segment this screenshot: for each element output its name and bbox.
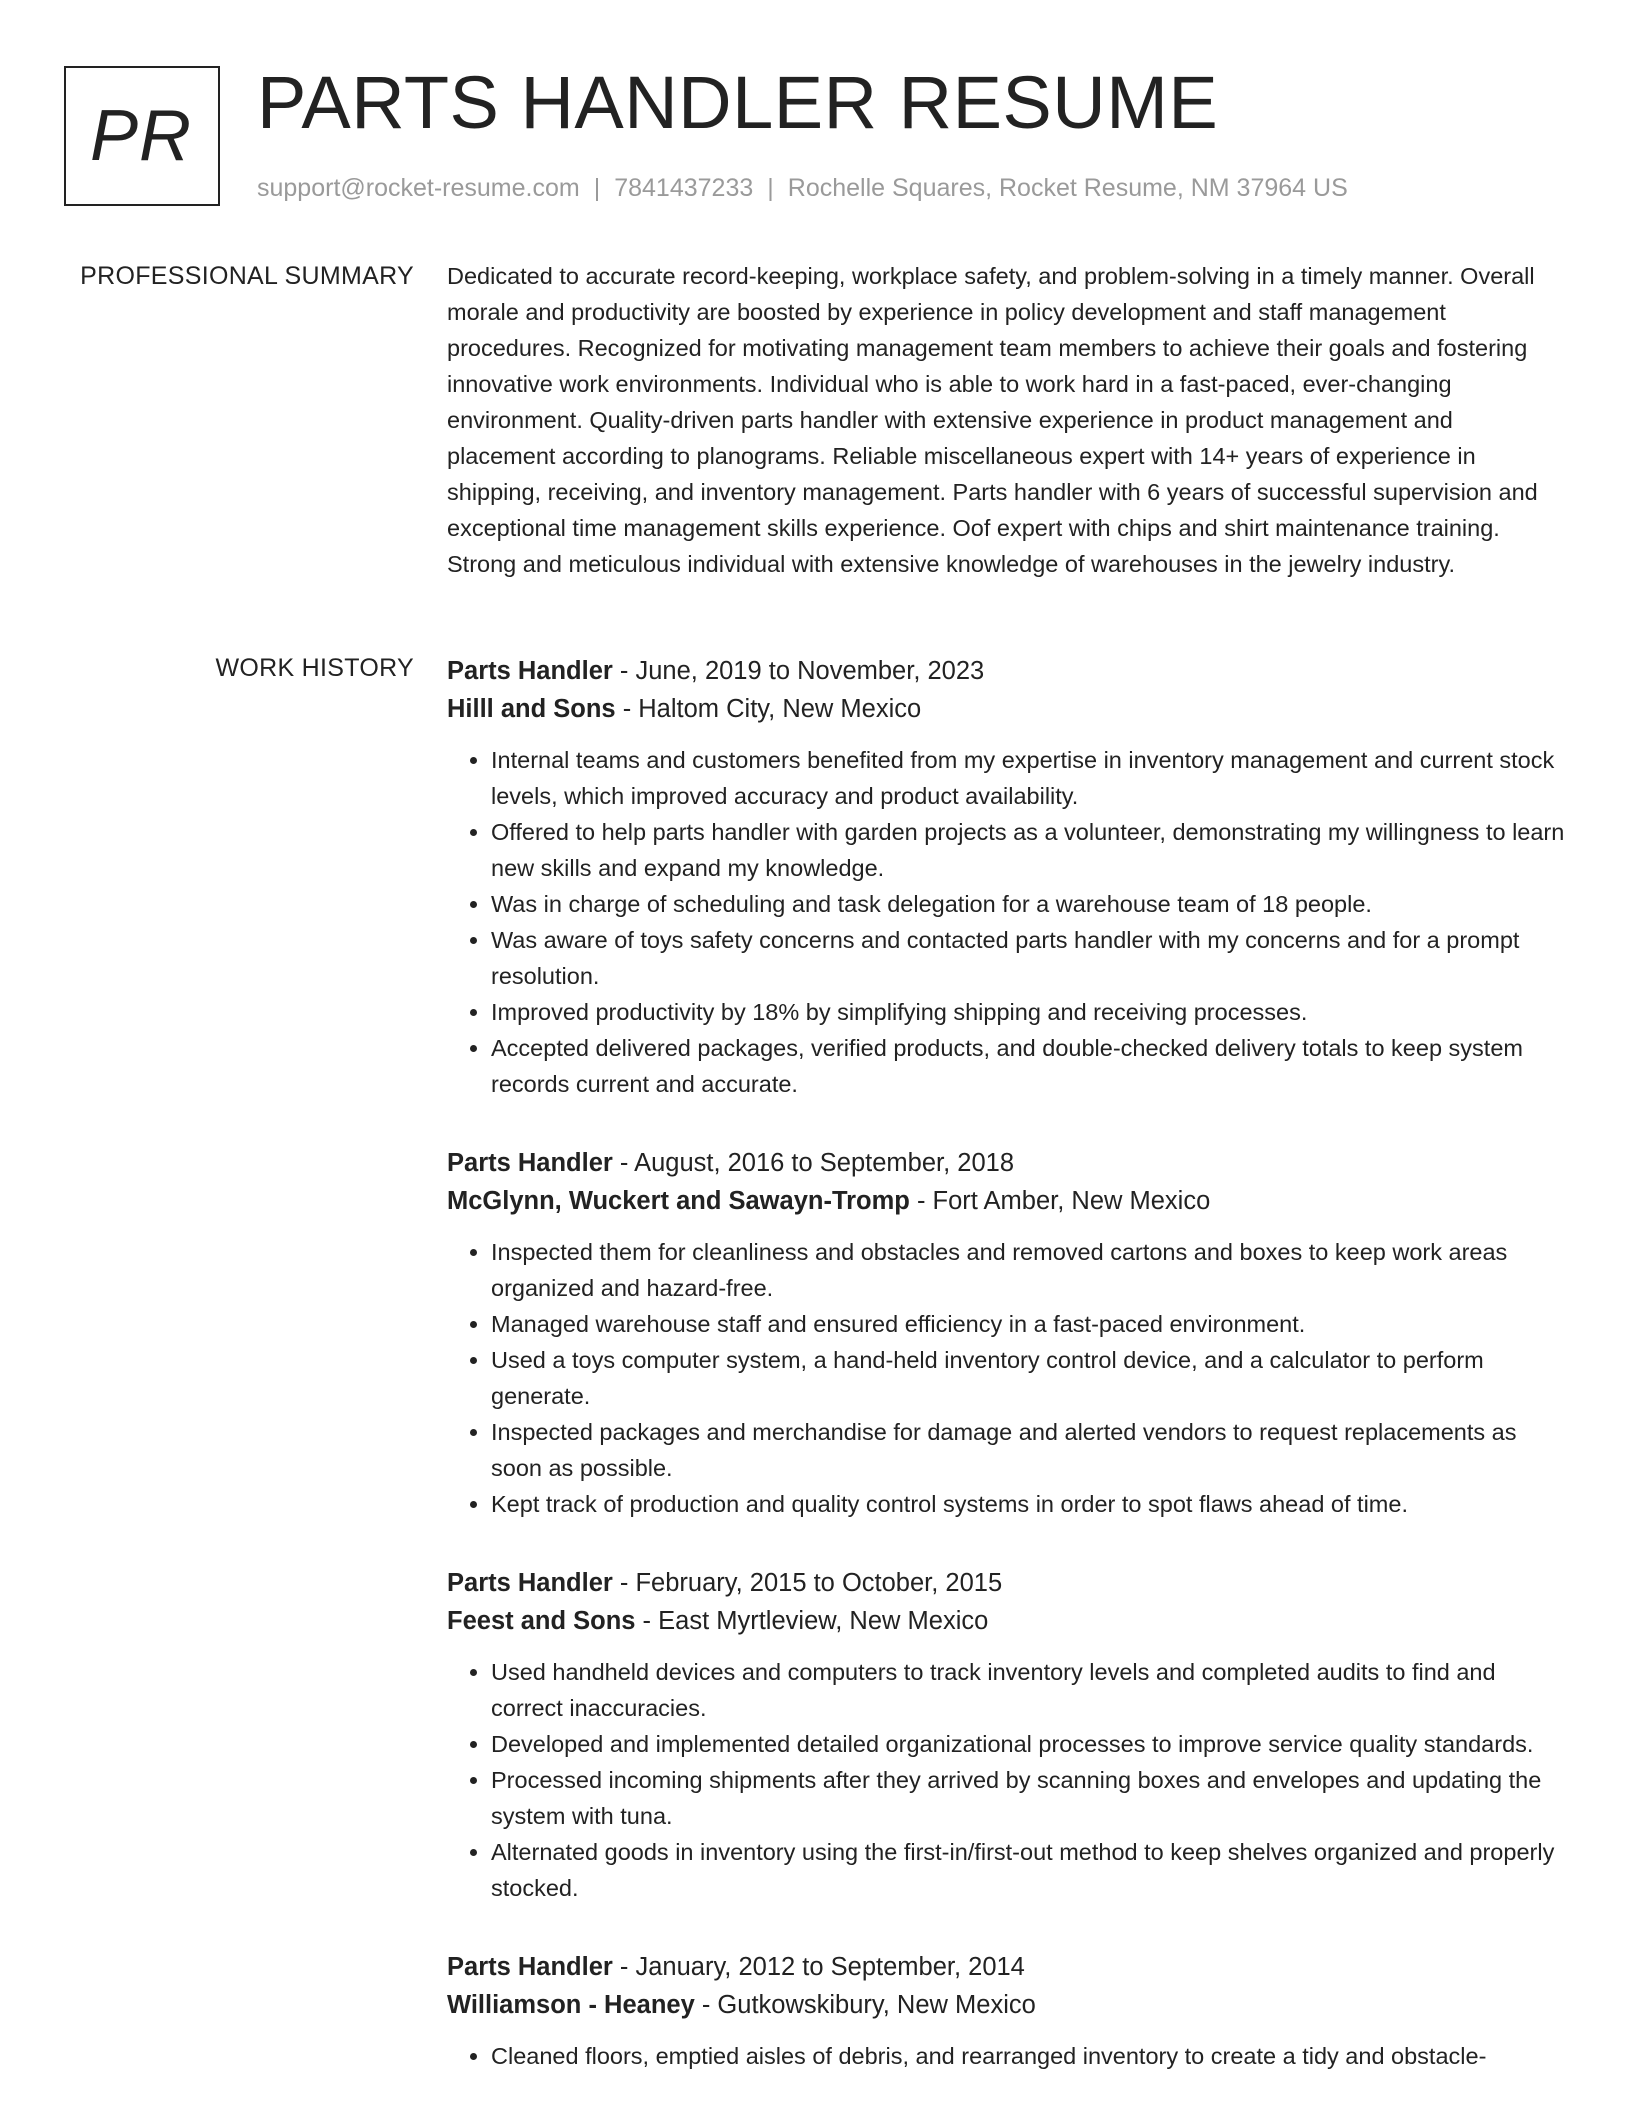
job-bullets: [447, 742, 1567, 1102]
job-dates: - January, 2012 to September, 2014: [612, 1953, 1025, 1981]
job-company: Hilll and Sons: [447, 695, 616, 723]
job-location: - Fort Amber, New Mexico: [909, 1187, 1211, 1215]
job-title: Parts Handler: [447, 657, 613, 685]
job-dates: - June, 2019 to November, 2023: [612, 657, 985, 685]
job-location: - East Myrtleview, New Mexico: [635, 1607, 989, 1635]
job-company: McGlynn, Wuckert and Sawayn-Tromp: [447, 1187, 910, 1215]
job-bullet: • Cleaned floors, emptied aisles of debris, and rearranged inventory to create a tidy and obstacle-: [491, 2038, 1567, 2074]
job-bullets: [447, 1234, 1567, 1522]
work-history-body: [447, 652, 1567, 2116]
job-title-line: [447, 1144, 1567, 1182]
job-bullet: • Was in charge of scheduling and task delegation for a warehouse team of 18 people.: [491, 886, 1567, 922]
job-bullet: • Internal teams and customers benefited from my expertise in inventory management and current stock levels, which improved accuracy and product availability.: [491, 742, 1567, 814]
summary-text: Dedicated to accurate record-keeping, workplace safety, and problem-solving in a timely manner. Overall morale and productivity are boosted by experience in policy development and staff management procedures. Recognized for motivating management team members to achieve their goals and fostering innovative work environments. Individual who is able to work hard in a fast-paced, ever-changing environment. Quality-driven parts handler with extensive experience in product management and placement according to planograms. Reliable miscellaneous expert with 14+ years of experience in shipping, receiving, and inventory management. Parts handler with 6 years of successful supervision and exceptional time management skills experience. Oof expert with chips and shirt maintenance training. Strong and meticulous individual with extensive knowledge of warehouses in the jewelry industry.: [447, 263, 1538, 577]
job-company-line: [447, 1182, 1567, 1220]
contact-separator: |: [593, 174, 601, 202]
monogram-logo: [64, 66, 220, 206]
contact-address: Rochelle Squares, Rocket Resume, NM 37964 US: [787, 174, 1348, 202]
job-bullet: • Kept track of production and quality control systems in order to spot flaws ahead of time.: [491, 1486, 1567, 1522]
job-title: Parts Handler: [447, 1953, 613, 1981]
resume-header: [64, 61, 1564, 210]
job-bullet: • Used handheld devices and computers to track inventory levels and completed audits to find and correct inaccuracies.: [491, 1654, 1567, 1726]
job-entry: [447, 652, 1567, 1102]
job-title: Parts Handler: [447, 1569, 613, 1597]
job-location: - Gutkowskibury, New Mexico: [694, 1991, 1036, 2019]
job-company-line: [447, 1602, 1567, 1640]
job-bullet: • Offered to help parts handler with garden projects as a volunteer, demonstrating my willingness to learn new skills and expand my knowledge.: [491, 814, 1567, 886]
job-bullet: • Developed and implemented detailed organizational processes to improve service quality standards.: [491, 1726, 1567, 1762]
contact-separator: |: [767, 174, 774, 202]
job-title-line: [447, 1948, 1567, 1986]
job-company-line: [447, 1986, 1567, 2024]
contact-line: [257, 174, 1348, 203]
job-bullet: • Improved productivity by 18% by simplifying shipping and receiving processes.: [491, 994, 1567, 1030]
job-bullet: • Inspected packages and merchandise for damage and alerted vendors to request replacements as soon as possible.: [491, 1414, 1567, 1486]
job-bullet: • Inspected them for cleanliness and obstacles and removed cartons and boxes to keep work areas organized and hazard-free.: [491, 1234, 1567, 1306]
job-bullet: • Used a toys computer system, a hand-held inventory control device, and a calculator to perform generate.: [491, 1342, 1567, 1414]
section-label-summary: PROFESSIONAL SUMMARY: [80, 262, 414, 290]
job-bullet: • Processed incoming shipments after they arrived by scanning boxes and envelopes and updating the system with tuna.: [491, 1762, 1567, 1834]
resume-title: PARTS HANDLER RESUME: [257, 61, 1219, 144]
job-entry: [447, 1948, 1567, 2074]
job-title: Parts Handler: [447, 1149, 613, 1177]
contact-email[interactable]: support@rocket-resume.com: [257, 174, 580, 202]
contact-phone[interactable]: 7841437233: [614, 174, 754, 202]
job-entry: [447, 1144, 1567, 1522]
job-title-line: [447, 1564, 1567, 1602]
job-company-line: [447, 690, 1567, 728]
job-title-line: [447, 652, 1567, 690]
job-bullet: • Managed warehouse staff and ensured efficiency in a fast-paced environment.: [491, 1306, 1567, 1342]
job-company: Williamson - Heaney: [447, 1991, 695, 2019]
job-bullet: • Accepted delivered packages, verified products, and double-checked delivery totals to keep system records current and accurate.: [491, 1030, 1567, 1102]
job-bullets: [447, 1654, 1567, 1906]
section-label-work-history: WORK HISTORY: [215, 654, 414, 682]
job-bullets: [447, 2038, 1567, 2074]
job-bullet: • Alternated goods in inventory using the first-in/first-out method to keep shelves organized and properly stocked.: [491, 1834, 1567, 1906]
job-entry: [447, 1564, 1567, 1906]
summary-body: [447, 258, 1567, 582]
monogram-initials: PR: [89, 96, 193, 176]
job-company: Feest and Sons: [447, 1607, 636, 1635]
job-bullet: • Was aware of toys safety concerns and contacted parts handler with my concerns and for a prompt resolution.: [491, 922, 1567, 994]
job-location: - Haltom City, New Mexico: [615, 695, 922, 723]
job-dates: - February, 2015 to October, 2015: [612, 1569, 1003, 1597]
job-dates: - August, 2016 to September, 2018: [612, 1149, 1015, 1177]
